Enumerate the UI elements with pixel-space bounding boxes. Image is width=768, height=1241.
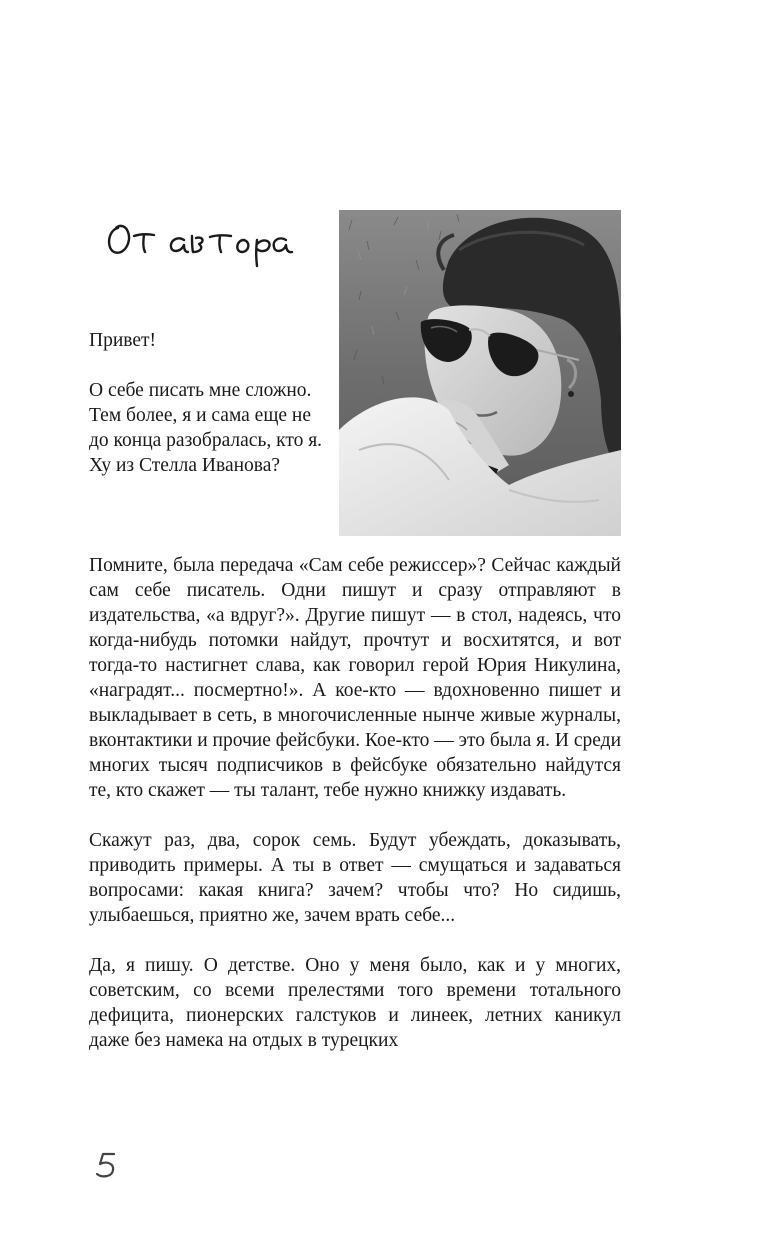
paragraph: Да, я пишу. О детстве. Оно у меня было, как и у многих, советским, со всеми прелестями того времени тотального дефицита, пионерских галстуков и линеек, летних каникул даже без намека на отдых в турецких bbox=[89, 955, 621, 1051]
chapter-heading bbox=[104, 212, 324, 268]
author-photo bbox=[339, 210, 621, 536]
page-number bbox=[92, 1148, 122, 1180]
intro-text bbox=[89, 328, 329, 478]
handwritten-heading-graphic bbox=[104, 212, 324, 268]
body-text bbox=[89, 553, 621, 1053]
paragraph: Скажут раз, два, сорок семь. Будут убеждать, доказывать, приводить примеры. А ты в ответ — смущаться и задаваться вопросами: какая книга? зачем? чтобы что? Но сидишь, улыбаешься, приятно же, зачем врать себе... bbox=[89, 830, 621, 926]
greeting: Привет! bbox=[89, 330, 157, 351]
portrait-photo-icon bbox=[339, 210, 621, 536]
page-number-graphic bbox=[92, 1148, 122, 1180]
intro-paragraph: О себе писать мне сложно. Тем более, я и сама еще не до конца разобралась, кто я. Ху из Стелла Иванова? bbox=[89, 380, 323, 476]
paragraph: Помните, была передача «Сам себе режиссер»? Сейчас каждый сам себе писатель. Одни пишут и сразу отправляют в издательства, «а вдруг?». Другие пишут — в стол, надеясь, что когда-нибудь потомки найдут, прочтут и восхитятся, и вот тогда-то настигнет слава, как говорил герой Юрия Никулина, «наградят... посмертно!». А кое-кто — вдохновенно пишет и выкладывает в сеть, в многочисленные нынче живые журналы, вконтактики и прочие фейсбуки. Кое-кто — это была я. И среди многих тысяч подписчиков в фейсбуке обязательно найдутся те, кто скажет — ты талант, тебе нужно книжку издавать. bbox=[89, 555, 622, 801]
